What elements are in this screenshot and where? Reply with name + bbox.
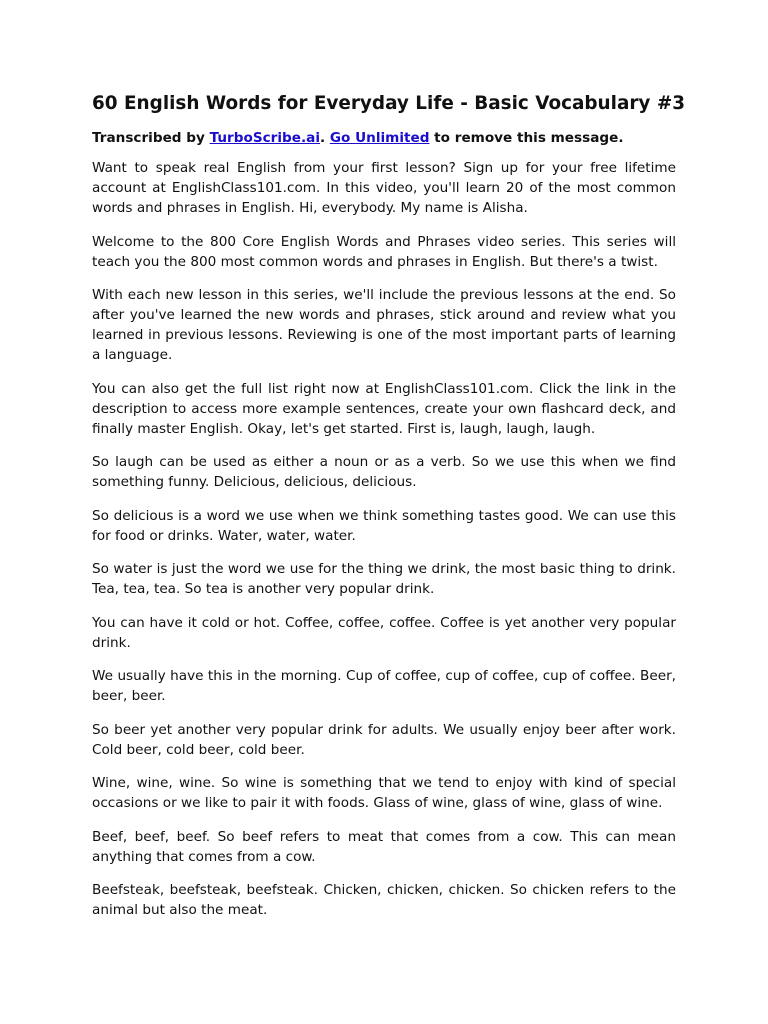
- go-unlimited-link[interactable]: Go Unlimited: [329, 130, 430, 146]
- paragraph-1: Want to speak real English from your first lesson? Sign up for your free lifetime account at EnglishClass101.com. In this video, you'll learn 20 of the most common words and phrases in English. Hi, everybody. My name is Alisha.: [92, 160, 676, 216]
- credit-prefix: Transcribed by: [92, 130, 210, 146]
- document-title: 60 English Words for Everyday Life - Basic Vocabulary #3: [92, 93, 686, 114]
- turboscribe-link[interactable]: TurboScribe.ai: [209, 130, 320, 146]
- paragraph-6: So delicious is a word we use when we think something tastes good. We can use this for food or drinks. Water, water, water.: [92, 507, 676, 544]
- transcription-credit: [92, 128, 676, 148]
- paragraph-3: With each new lesson in this series, we'll include the previous lessons at the end. So after you've learned the new words and phrases, stick around and review what you learned in previous lessons. Reviewing is one of the most important parts of learning a language.: [92, 287, 676, 363]
- paragraph-5: So laugh can be used as either a noun or as a verb. So we use this when we find something funny. Delicious, delicious, delicious.: [92, 454, 676, 490]
- credit-suffix: to remove this message.: [429, 130, 624, 146]
- paragraph-13: Beefsteak, beefsteak, beefsteak. Chicken, chicken, chicken. So chicken refers to the animal but also the meat.: [92, 882, 676, 918]
- paragraph-10: So beer yet another very popular drink for adults. We usually enjoy beer after work. Cold beer, cold beer, cold beer.: [92, 721, 676, 758]
- paragraph-9: We usually have this in the morning. Cup of coffee, cup of coffee, cup of coffee. Beer, beer, beer.: [92, 668, 676, 704]
- credit-separator: .: [319, 130, 330, 146]
- paragraph-11: Wine, wine, wine. So wine is something that we tend to enjoy with kind of special occasions or we like to pair it with foods. Glass of wine, glass of wine, glass of wine.: [92, 775, 676, 811]
- paragraph-12: Beef, beef, beef. So beef refers to meat that comes from a cow. This can mean anything that comes from a cow.: [92, 828, 676, 865]
- paragraph-8: You can have it cold or hot. Coffee, coffee, coffee. Coffee is yet another very popular drink.: [92, 614, 676, 651]
- paragraph-2: Welcome to the 800 Core English Words and Phrases video series. This series will teach you the 800 most common words and phrases in English. But there's a twist.: [92, 233, 676, 270]
- paragraph-4: You can also get the full list right now at EnglishClass101.com. Click the link in the description to access more example sentences, create your own flashcard deck, and finally master English. Okay, let's get started. First is, laugh, laugh, laugh.: [92, 380, 676, 437]
- paragraph-7: So water is just the word we use for the thing we drink, the most basic thing to drink. Tea, tea, tea. So tea is another very popular drink.: [92, 561, 676, 597]
